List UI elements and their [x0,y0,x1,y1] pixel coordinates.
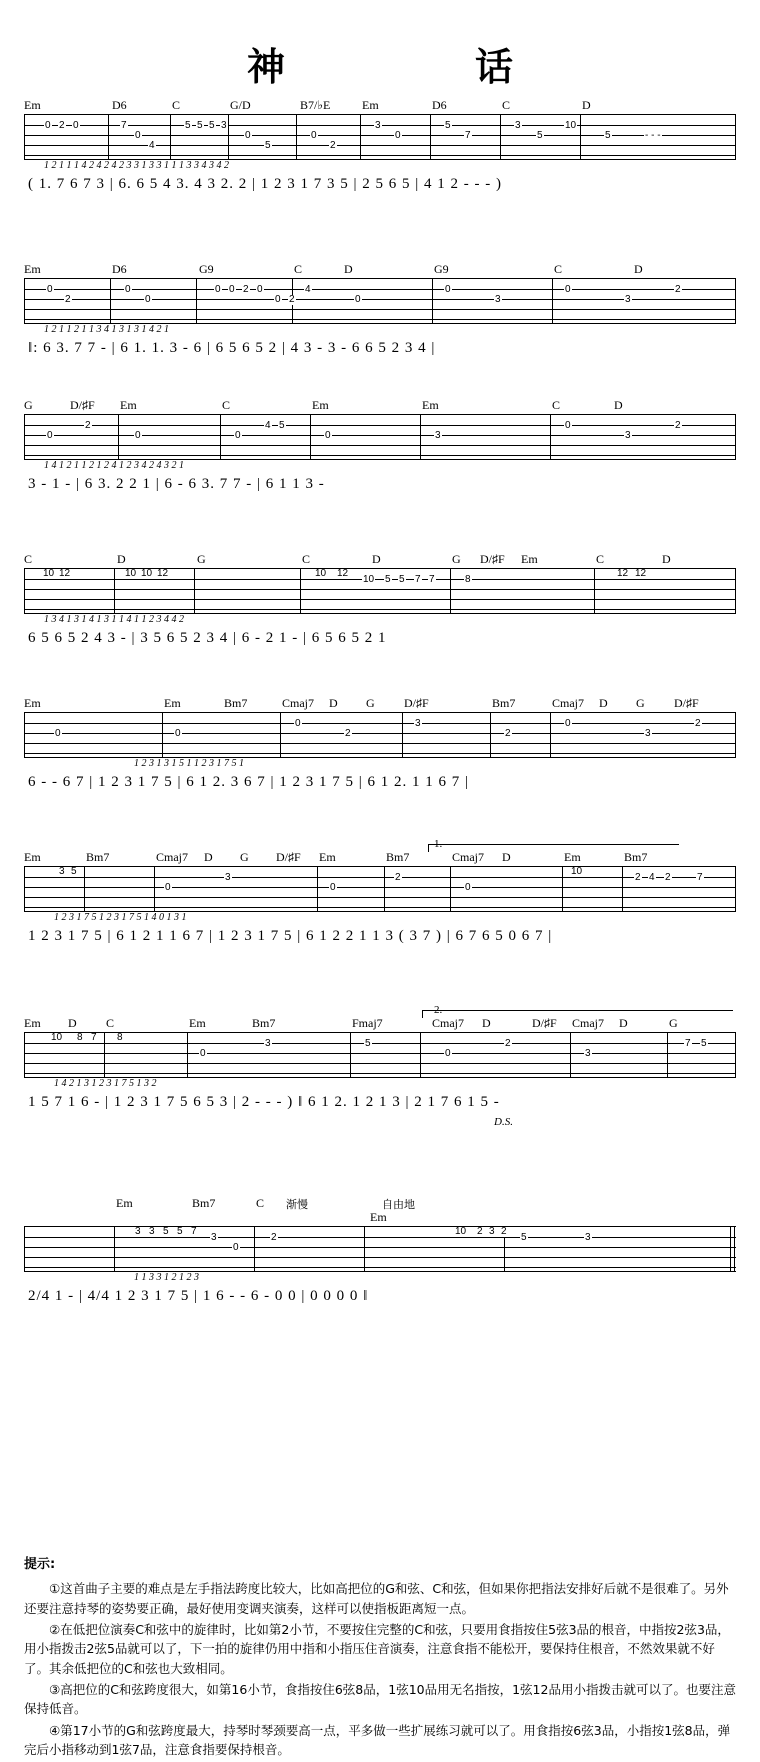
tab-number: 0 [565,718,571,729]
chord-label: D/♯F [276,850,301,864]
chord-label: G9 [434,262,449,276]
tab-number: 4 [265,420,271,431]
tab-number: 0 [295,718,301,729]
tab-number: 3 [625,294,631,305]
tab-number: 7 [465,130,471,141]
fingering-row [24,614,736,628]
chord-label: Em [120,398,137,412]
tab-number: 0 [565,420,571,431]
tab-number: 2 [675,420,681,431]
fingering-row [24,1272,736,1286]
tab-number: 5 [163,1226,169,1237]
tab-number: 10 [363,574,375,585]
chord-label: C [554,262,563,276]
fingering-text: 1 2 1 1 1 4 2 4 2 4 2 3 3 1 3 3 1 1 1 3 3 4 3 4 2 [44,160,229,171]
chord-label: C [222,398,231,412]
tab-number: 2 [271,1232,277,1243]
tab-number: 0 [465,882,471,893]
tab-number: 10 [455,1226,467,1237]
fingering-row [24,324,736,338]
tab-number: 10 [571,866,583,877]
tab-number: - - - [645,130,661,141]
tab-number: 0 [355,294,361,305]
tab-number: 0 [175,728,181,739]
tips-heading: 提示: [24,1557,56,1572]
tab-number: 0 [311,130,317,141]
tab-number: 0 [565,284,571,295]
chord-label: Bm7 [252,1016,276,1030]
melody-numeric-row [24,338,736,372]
tab-number: 8 [465,574,471,585]
tab-number: 5 [605,130,611,141]
chord-label: Em [24,696,41,710]
chord-label: G/D [230,98,251,112]
music-system-5 [24,696,736,806]
tip-item: ②在低把位演奏C和弦中的旋律时，比如第2小节，不要按住完整的C和弦，只要用食指按住5弦3品的根音，中指按2弦3品，用小指拨击2弦5品就可以了，下一拍的旋律仍用中指和小指压住音演奏，注意食指不能松开，要保持住根音，不然效果就不好了。其余低把位的C和弦也大致相同。 [24,1621,730,1676]
chord-label: G9 [199,262,214,276]
tab-number: 12 [59,568,71,579]
tab-number: 0 [47,430,53,441]
tab-number: 2 [289,294,295,305]
tab-number: 3 [149,1226,155,1237]
chord-row [24,696,736,712]
tab-number: 0 [233,1242,239,1253]
chord-row [24,98,736,114]
music-system-7 [24,1004,736,1128]
tab-number: 2 [635,872,641,883]
fingering-text: 1 4 2 1 3 1 2 3 1 7 5 1 3 2 [54,1078,157,1089]
tab-number: 3 [375,120,381,131]
tab-number: 5 [399,574,405,585]
fingering-text: 1 3 4 1 3 1 4 1 3 1 1 4 1 1 2 3 4 4 2 [44,614,184,625]
melody-numeric-row [24,628,736,662]
tab-staff [24,278,736,324]
chord-row [24,262,736,278]
melody-line: ‖: 6 3. 7 7 - | 6 1. 1. 3 - 6 | 6 5 6 5 2 | 4 3 - 3 - 6 6 5 2 3 4 | [28,340,436,356]
tab-staff [24,414,736,460]
chord-label: Fmaj7 [352,1016,383,1030]
chord-label: G [197,552,206,566]
tab-number: 5 [385,574,391,585]
chord-label: C [552,398,561,412]
tab-number: 7 [121,120,127,131]
chord-row [24,1004,736,1032]
tip-item: ④第17小节的G和弦跨度最大，持琴时琴颈要高一点，平多做一些扩展练习就可以了。用食指按6弦3品，小指按1弦8品，弹完后小指移动到1弦7品，注意食指要保持根音。 [24,1722,731,1758]
chord-label: Em [164,696,181,710]
tab-number: 12 [635,568,647,579]
chord-label: D [204,850,213,864]
tab-number: 2 [345,728,351,739]
chord-label: Cmaj7 [572,1016,604,1030]
tab-number: 3 [585,1232,591,1243]
tab-number: 0 [229,284,235,295]
chord-label: G [669,1016,678,1030]
tab-number: 7 [429,574,435,585]
tab-number: 7 [685,1038,691,1049]
fingering-text: 1 2 3 1 3 1 5 1 1 2 3 1 7 5 1 [134,758,244,769]
chord-label: G [636,696,645,710]
tab-number: 2 [477,1226,483,1237]
tab-number: 0 [45,120,51,131]
melody-line: 1 2 3 1 7 5 | 6 1 2 1 1 6 7 | 1 2 3 1 7 5 | 6 1 2 2 1 1 3 ( 3 7 ) | 6 7 6 5 0 6 7 | [28,928,553,944]
chord-label: D [372,552,381,566]
tab-number: 0 [125,284,131,295]
chord-label: Cmaj7 [452,850,484,864]
chord-label: D [117,552,126,566]
tab-number: 5 [71,866,77,877]
tab-number: 10 [43,568,55,579]
tab-number: 2 [395,872,401,883]
tab-number: 0 [200,1048,206,1059]
tab-number: 3 [435,430,441,441]
chord-label: C [24,552,33,566]
chord-label: G [366,696,375,710]
tab-number: 3 [495,294,501,305]
melody-numeric-row [24,1286,736,1320]
tab-number: 3 [265,1038,271,1049]
music-system-3 [24,398,736,508]
tab-number: 3 [415,718,421,729]
tab-number: 0 [55,728,61,739]
tab-number: 10 [141,568,153,579]
tab-number: 12 [617,568,629,579]
fingering-row [24,912,736,926]
chord-label: C [172,98,181,112]
chord-label: Bm7 [492,696,516,710]
tab-number: 5 [185,120,191,131]
chord-label: D [344,262,353,276]
chord-label: Em [24,850,41,864]
melody-numeric-row [24,1092,736,1126]
melody-numeric-row [24,174,736,208]
music-system-4 [24,552,736,662]
tab-number: 0 [135,430,141,441]
chord-label: Em [362,98,379,112]
tab-number: 2 [330,140,336,151]
chord-label: G [452,552,461,566]
ds-al-marking: D.S. [494,1116,513,1128]
melody-line: 6 5 6 5 2 4 3 - | 3 5 6 5 2 3 4 | 6 - 2 1 - | 6 5 6 5 2 1 [28,630,387,646]
tab-staff [24,1226,736,1272]
music-system-8 [24,1196,736,1320]
chord-label: D [482,1016,491,1030]
tab-number: 7 [697,872,703,883]
chord-label: D6 [112,262,127,276]
melody-line: ( 1. 7 6 7 3 | 6. 6 5 4 3. 4 3 2. 2 | 1 2 3 1 7 3 5 | 2 5 6 5 | 4 1 2 - - - ) [28,176,502,192]
chord-label: Bm7 [386,850,410,864]
tab-staff [24,568,736,614]
chord-row [24,552,736,568]
tab-number: 2 [65,294,71,305]
tab-number: 10 [565,120,577,131]
tab-number: 8 [77,1032,83,1043]
chord-label: Em [319,850,336,864]
tab-number: 4 [305,284,311,295]
chord-label: D/♯F [674,696,699,710]
chord-label: D [68,1016,77,1030]
melody-line: 1 5 7 1 6 - | 1 2 3 1 7 5 6 5 3 | 2 - - - ) ‖ 6 1 2. 1 2 1 3 | 2 1 7 6 1 5 - [28,1094,500,1110]
chord-label: Cmaj7 [282,696,314,710]
tip-item: ①这首曲子主要的难点是左手指法跨度比较大，比如高把位的G和弦、C和弦，但如果你把指法安排好后就不是很难了。另外还要注意持琴的姿势要正确，最好使用变调夹演奏，这样可以使指板距离短一点。 [24,1581,729,1616]
tab-number: 3 [645,728,651,739]
tab-number: 0 [73,120,79,131]
fingering-text: 1 1 3 3 1 2 1 2 3 [134,1272,199,1283]
chord-label: Em [24,1016,41,1030]
tab-number: 12 [337,568,349,579]
tab-number: 7 [415,574,421,585]
melody-numeric-row [24,474,736,508]
tab-number: 2 [665,872,671,883]
chord-label: D [662,552,671,566]
fingering-row [24,160,736,174]
chord-label: Em [521,552,538,566]
tab-number: 0 [135,130,141,141]
chord-label: C [302,552,311,566]
chord-label: B7/♭E [300,98,331,112]
tab-number: 3 [625,430,631,441]
tab-number: 3 [585,1048,591,1059]
chord-label: D [329,696,338,710]
tempo-marking-libero: 自由地 [382,1198,415,1211]
tab-number: 10 [51,1032,63,1043]
tab-number: 3 [135,1226,141,1237]
tab-number: 5 [197,120,203,131]
chord-label: D [614,398,623,412]
tab-number: 7 [91,1032,97,1043]
chord-label: Bm7 [192,1196,216,1210]
fingering-text: 1 2 1 1 2 1 1 3 4 1 3 1 3 1 4 2 1 [44,324,169,335]
tab-number: 5 [521,1232,527,1243]
chord-label: C [256,1196,265,1210]
chord-label: C [502,98,511,112]
chord-label: C [294,262,303,276]
tab-number: 8 [117,1032,123,1043]
tab-number: 7 [191,1226,197,1237]
tab-number: 0 [215,284,221,295]
chord-row [24,838,736,866]
chord-label: C [596,552,605,566]
tab-number: 0 [235,430,241,441]
melody-line: 2/4 1 - | 4/4 1 2 3 1 7 5 | 1 6 - - 6 - 0 0 | 0 0 0 0 ‖ [28,1288,369,1304]
tab-number: 5 [365,1038,371,1049]
tab-number: 5 [701,1038,707,1049]
chord-label: Bm7 [224,696,248,710]
page-title: 神 话 [246,45,551,89]
fingering-row [24,460,736,474]
chord-label: D6 [432,98,447,112]
tab-number: 2 [59,120,65,131]
tab-number: 5 [445,120,451,131]
tab-number: 4 [149,140,155,151]
chord-label: D [619,1016,628,1030]
chord-row [24,398,736,414]
tab-number: 3 [489,1226,495,1237]
tab-number: 5 [265,140,271,151]
chord-label: Em [24,98,41,112]
tab-number: 0 [145,294,151,305]
ending-bracket-label: 1. [434,838,443,850]
tab-number: 4 [649,872,655,883]
chord-label: Cmaj7 [552,696,584,710]
tab-number: 3 [221,120,227,131]
tab-number: 10 [315,568,327,579]
melody-numeric-row [24,772,736,806]
chord-row [24,1196,736,1224]
tip-item: ③高把位的C和弦跨度很大，如第16小节，食指按住6弦8品，1弦10品用无名指按，1弦12品用小指拨击就可以了。也要注意保持低音。 [24,1682,736,1717]
tab-staff [24,114,736,160]
tab-number: 0 [165,882,171,893]
tips-section [24,1555,736,1762]
music-system-1 [24,98,736,208]
tab-number: 2 [675,284,681,295]
tab-number: 0 [275,294,281,305]
tab-number: 0 [325,430,331,441]
melody-line: 6 - - 6 7 | 1 2 3 1 7 5 | 6 1 2. 3 6 7 | 1 2 3 1 7 5 | 6 1 2. 1 1 6 7 | [28,774,470,790]
chord-label: Bm7 [624,850,648,864]
tab-number: 2 [695,718,701,729]
chord-label: Cmaj7 [156,850,188,864]
tab-number: 0 [445,1048,451,1059]
tab-staff [24,712,736,758]
fingering-row [24,758,736,772]
melody-numeric-row [24,926,736,960]
tab-number: 0 [330,882,336,893]
ending-bracket-label: 2. [434,1004,443,1016]
tab-number: 0 [445,284,451,295]
tab-number: 3 [515,120,521,131]
chord-label: Em [564,850,581,864]
tab-number: 2 [501,1226,507,1237]
chord-label: D/♯F [70,398,95,412]
tab-number: 5 [177,1226,183,1237]
tab-number: 5 [279,420,285,431]
tab-staff [24,1032,736,1078]
tab-number: 0 [245,130,251,141]
tab-number: 0 [395,130,401,141]
tab-number: 2 [243,284,249,295]
chord-label: Em [312,398,329,412]
tab-staff [24,866,736,912]
tab-number: 3 [225,872,231,883]
chord-label: D/♯F [404,696,429,710]
chord-label: Em [116,1196,133,1210]
chord-label: D [582,98,591,112]
tempo-marking-rit: 渐慢 [286,1198,308,1211]
tab-number: 5 [209,120,215,131]
music-system-2 [24,262,736,372]
chord-label: G [240,850,249,864]
chord-label: D/♯F [480,552,505,566]
chord-label: D6 [112,98,127,112]
chord-label: Bm7 [86,850,110,864]
chord-label: D [502,850,511,864]
fingering-text: 1 4 1 2 1 1 2 1 2 4 1 2 3 4 2 4 3 2 1 [44,460,184,471]
tab-number: 3 [59,866,65,877]
chord-label: Em [189,1016,206,1030]
chord-label: G [24,398,33,412]
tab-number: 2 [85,420,91,431]
melody-line: 3 - 1 - | 6 3. 2 2 1 | 6 - 6 3. 7 7 - | 6 1 1 3 - [28,476,325,492]
tab-number: 0 [257,284,263,295]
tab-number: 2 [505,728,511,739]
chord-label: D [634,262,643,276]
chord-label: Cmaj7 [432,1016,464,1030]
tab-number: 12 [157,568,169,579]
tab-number: 3 [211,1232,217,1243]
chord-label: Em [370,1210,387,1224]
tab-number: 2 [505,1038,511,1049]
fingering-text: 1 2 3 1 7 5 1 2 3 1 7 5 1 4 0 1 3 1 [54,912,187,923]
tab-number: 0 [47,284,53,295]
chord-label: D/♯F [532,1016,557,1030]
music-system-6 [24,838,736,960]
chord-label: Em [24,262,41,276]
tab-number: 5 [537,130,543,141]
chord-label: C [106,1016,115,1030]
chord-label: D [599,696,608,710]
tab-number: 10 [125,568,137,579]
chord-label: Em [422,398,439,412]
fingering-row [24,1078,736,1092]
